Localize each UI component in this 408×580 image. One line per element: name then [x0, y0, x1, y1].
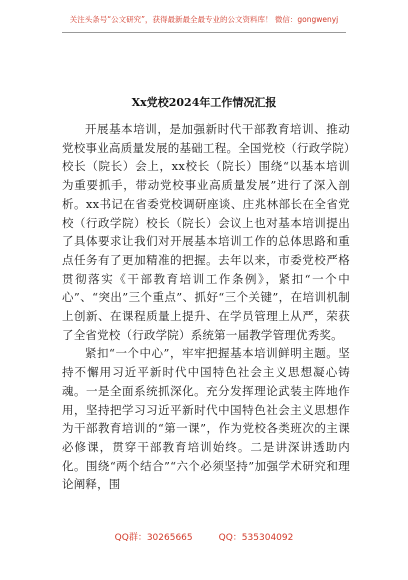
- body-paragraph-2: 紧扣“一个中心”，牢牢把握基本培训鲜明主题。坚持不懈用习近平新时代中国特色社会主义思想凝心铸魂。一是全面系统抓深化。充分发挥理论武装主阵地作用，坚持把学习习近平新时代中国特色社会主义思想作为干部教育培训的“第一课”，作为党校各类班次的主课必修课，贯穿干部教育培训始终。二是讲深讲透助内化。围绕“两个结合”“六个必须坚持”加强学术研究和理论阐释，围: [62, 346, 350, 492]
- document-title: Xx党校2024年工作情况汇报: [131, 96, 277, 109]
- header-divider: [62, 32, 346, 33]
- footer-contact: [0, 530, 408, 543]
- footer-qq-group: QQ群：30265665: [114, 533, 193, 543]
- footer-qq-number: QQ：535304092: [218, 533, 294, 543]
- body-paragraph-1: 开展基本培训，是加强新时代干部教育培训、推动党校事业高质量发展的基础工程。全国党校（行政学院）校长（院长）会上，xx校长（院长）围绕“以基本培训为重要抓手，带动党校事业高质量发展”进行了深入剖析。xx书记在省委党校调研座谈、庄兆林部长在全省党校（行政学院）校长（院长）会议上也对基本培训提出了具体要求让我们对开展基本培训工作的总体思路和重点任务有了更加精准的把握。去年以来，市委党校严格贯彻落实《干部教育培训工作条例》，紧扣“一个中心”、“突出”三个重点”、抓好“三个关键”，在培训机制上创新、在课程质量上提升、在学员管理上从严，荣获了全省党校（行政学院）系统第一届教学管理优秀奖。: [62, 122, 350, 342]
- document-body: [62, 120, 350, 494]
- header-banner: 关注头条号“公文研究”，获得最新最全最专业的公文资料库！ 微信：gongwenyj: [69, 15, 339, 24]
